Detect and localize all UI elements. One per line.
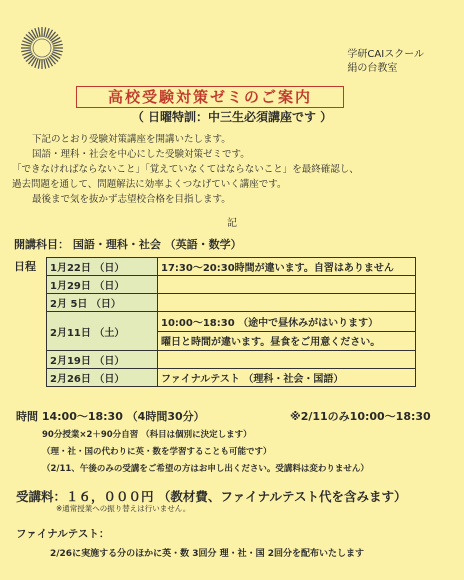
final-test-heading: ファイナルテスト：: [16, 528, 110, 540]
schedule-table: [46, 257, 416, 387]
intro-line: 最後まで気を抜かず志望校合格を目指します。: [32, 194, 231, 205]
time-note: ※2/11のみ10:00～18:30: [290, 410, 431, 423]
schedule-date: 1月29日 （日）: [47, 276, 158, 294]
intro-text: [12, 132, 452, 207]
table-row: [47, 294, 416, 312]
schedule-note: 曜日と時間が違います。昼食をご用意ください。: [158, 331, 416, 351]
schedule-note: [158, 294, 416, 312]
subtitle: （ 日曜特訓：中三生必須講座です ）: [131, 110, 333, 124]
schedule-date: 2月 5日 （日）: [47, 294, 158, 312]
schedule-note: [158, 276, 416, 294]
org-line2: 絹の台教室: [347, 63, 398, 74]
schedule-note: 17:30～20:30時間が違います。自習はありません: [158, 258, 416, 276]
org-line1: 学研CAIスクール: [347, 49, 424, 60]
sunburst-logo-icon: [20, 26, 64, 70]
schedule-note: 10:00～18:30 （途中で昼休みがはいります）: [158, 312, 416, 332]
final-test-detail: 2/26に実施する分のほかに英・数 3回分 理・社・国 2回分を配布いたします: [50, 549, 364, 559]
schedule-date: 2月11日 （土）: [47, 312, 158, 351]
table-row: [47, 312, 416, 332]
time-info: 時間 14:00～18:30 （4時間30分）: [16, 410, 205, 423]
school-name: [347, 48, 424, 76]
schedule-label: 日程: [14, 260, 36, 273]
schedule-note: [158, 351, 416, 369]
table-row: [47, 276, 416, 294]
intro-line: 過去問題を通して、問題解法に効率よくつなげていく講座です。: [12, 179, 287, 190]
schedule-date: 2月26日 （日）: [47, 369, 158, 387]
intro-line: 下記のとおり受験対策講座を開講いたします。: [32, 134, 231, 145]
detail-line: （理・社・国の代わりに英・数を学習することも可能です）: [42, 447, 272, 457]
table-row: [47, 369, 416, 387]
detail-line: （2/11、午後のみの受講をご希望の方はお申し出ください。受講料は変わりません）: [42, 464, 369, 474]
detail-line: 90分授業×2＋90分自習 （科目は個別に決定します）: [42, 430, 252, 440]
schedule-date: 1月22日 （日）: [47, 258, 158, 276]
subjects: 開講科目： 国語・理科・社会 （英語・数学）: [14, 238, 242, 251]
table-row: [47, 351, 416, 369]
intro-line: 「できなければならないこと」「覚えていなくてはならないこと」を最終確認し、: [12, 164, 359, 175]
page-title: 高校受験対策ゼミのご案内: [76, 86, 344, 108]
intro-line: 国語・理科・社会を中心にした受験対策ゼミです。: [32, 149, 250, 160]
fee: 受講料：１６，０００円 （教材費、ファイナルテスト代を含みます）: [16, 489, 407, 504]
schedule-date: 2月19日 （日）: [47, 351, 158, 369]
fee-note: ※通常授業への振り替えは行いません。: [56, 504, 191, 513]
ki-heading: 記: [227, 218, 237, 229]
schedule-note: ファイナルテスト （理科・社会・国語）: [158, 369, 416, 387]
table-row: [47, 258, 416, 276]
